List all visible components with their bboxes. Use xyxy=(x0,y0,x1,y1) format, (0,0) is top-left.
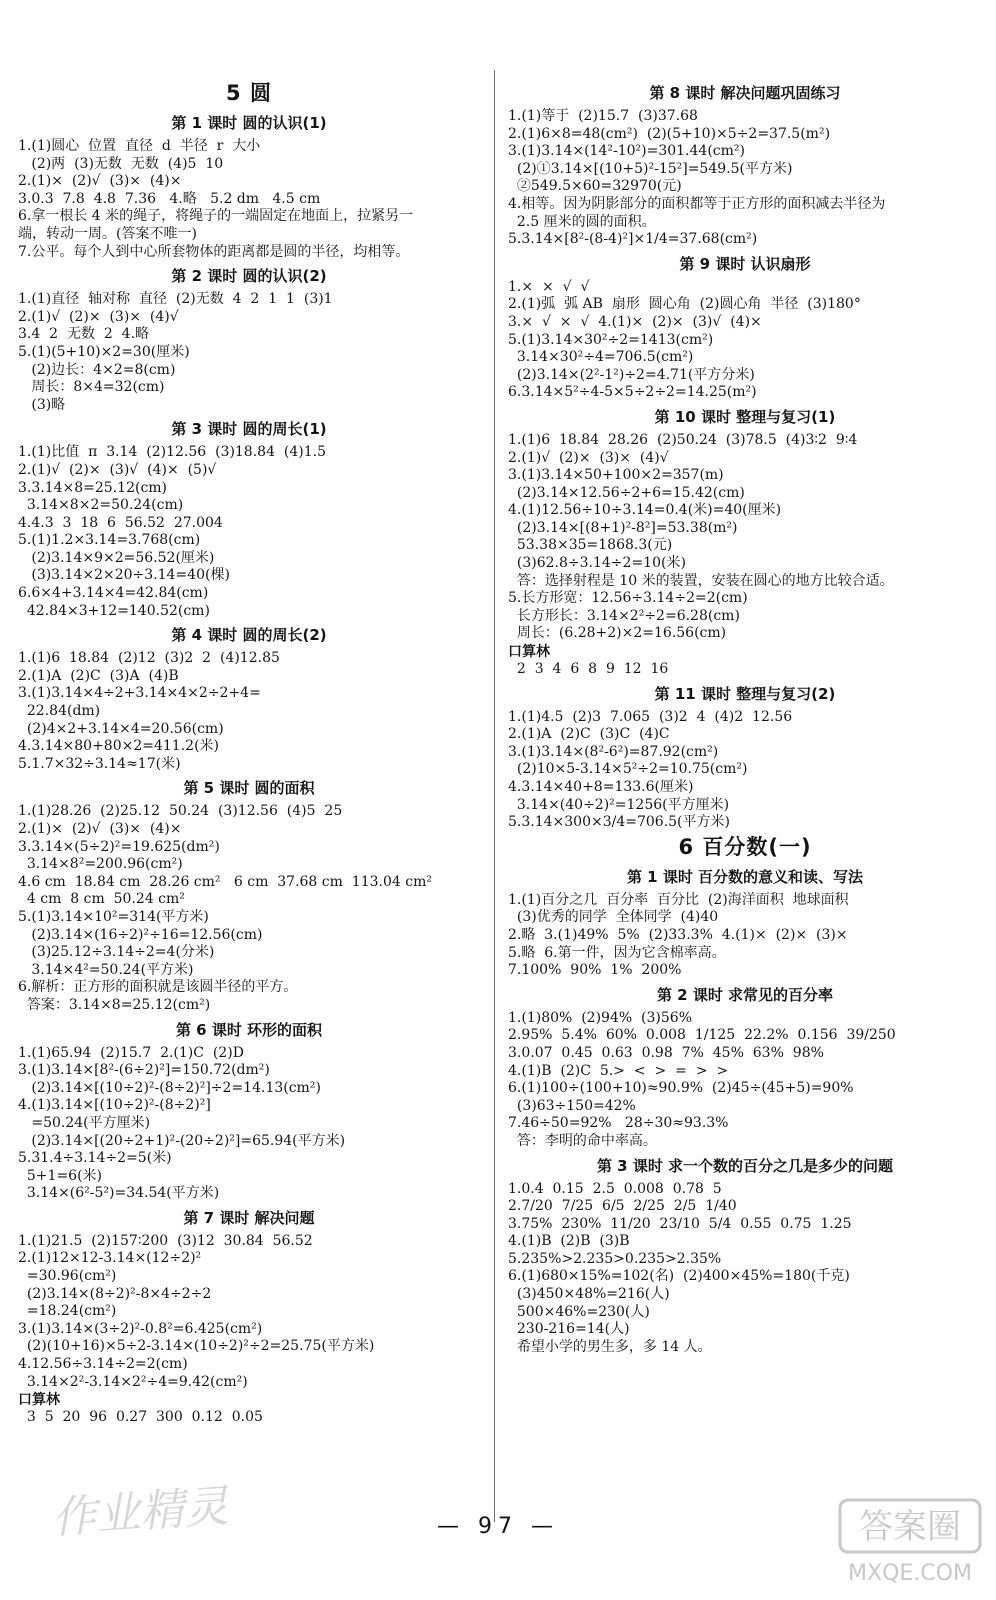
answer-line: =18.24(cm²) xyxy=(18,1303,117,1320)
answer-line: 3.(1)3.14×[8²-(6÷2)²]=150.72(dm²) xyxy=(18,1062,270,1079)
answer-line: 7.公平。每个人到中心所套物体的距离都是圆的半径，均相等。 xyxy=(18,243,410,260)
answer-line: 2.(1)√ (2)× (3)× (4)√ xyxy=(18,308,179,325)
answer-line: 6.(1)100÷(100+10)≈90.9% (2)45÷(45+5)=90% xyxy=(508,1080,854,1097)
page-number: — 97 — xyxy=(437,1514,559,1539)
answer-line: 6.(1)680×15%=102(名) (2)400×45%=180(千克) xyxy=(508,1268,850,1285)
answer-line: 1.(1)比值 π 3.14 (2)12.56 (3)18.84 (4)1.5 xyxy=(18,444,326,461)
answer-line: 3.3.14×8=25.12(cm) xyxy=(18,479,168,496)
answer-line: 1.(1)圆心 位置 直径 d 半径 r 大小 xyxy=(18,138,261,154)
answer-line: (3)450×48%=216(人) xyxy=(508,1286,670,1303)
answer-line: 4.12.56÷3.14÷2=2(cm) xyxy=(18,1356,188,1373)
answer-line: 5.(1)1.2×3.14=3.768(cm) xyxy=(18,532,201,549)
lesson-heading: 第 4 课时 圆的周长(2) xyxy=(171,626,327,645)
chapter-heading: 6 百分数(一) xyxy=(678,834,812,859)
left-answer-column xyxy=(18,78,480,1427)
chapter-heading: 5 圆 xyxy=(226,81,272,105)
answer-line: (3)63÷150=42% xyxy=(508,1097,636,1114)
answer-line: (2)3.14×(2²-1²)÷2=4.71(平方分米) xyxy=(508,366,755,383)
answer-line: 2.(1)× (2)√ (3)× (4)× xyxy=(18,821,182,837)
answer-line: 1.(1)28.26 (2)25.12 50.24 (3)12.56 (4)5 25 xyxy=(18,803,343,820)
answer-line: 5.(1)3.14×30²÷2=1413(cm²) xyxy=(508,331,714,348)
answer-line: (2)3.14×[(20÷2+1)²-(20÷2)²]=65.94(平方米) xyxy=(18,1132,346,1149)
answer-line: 4.3.14×40+8=133.6(厘米) xyxy=(508,779,694,795)
answer-line: 7.46÷50=92% 28÷30≈93.3% xyxy=(508,1115,729,1132)
subsection-label: 口算林 xyxy=(508,644,550,661)
answer-line: 4.(1)3.14×[(10÷2)²-(8÷2)²] xyxy=(18,1097,211,1114)
answer-line: 3.(1)3.14×4÷2+3.14×4×2÷2+4= xyxy=(18,685,261,702)
right-answer-column xyxy=(508,78,982,1356)
answer-line: 2.(1)弧 弧 AB 扇形 圆心角 (2)圆心角 半径 (3)180° xyxy=(508,296,861,313)
answer-line: 5.略 6.第一件，因为它含棉率高。 xyxy=(508,944,726,961)
answer-line: 1.(1)4.5 (2)3 7.065 (3)2 4 (4)2 12.56 xyxy=(508,708,793,725)
answer-line: 4.4.3 3 18 6 56.52 27.004 xyxy=(18,514,223,531)
answer-line: (2)3.14×12.56÷2+6=15.42(cm) xyxy=(508,484,745,501)
answer-line: ②549.5×60=32970(元) xyxy=(508,178,682,195)
answer-line: 2.略 3.(1)49% 5% (2)33.3% 4.(1)× (2)× (3)× xyxy=(508,926,848,943)
answer-line: 3.(1)3.14×(14²-10²)=301.44(cm²) xyxy=(508,143,745,160)
lesson-heading: 第 5 课时 圆的面积 xyxy=(183,779,315,798)
answer-line: 3.75% 230% 11/20 23/10 5/4 0.55 0.75 1.25 xyxy=(508,1215,852,1232)
answer-line: 42.84×3+12=140.52(cm) xyxy=(18,602,210,619)
answer-line: 答：李明的命中率高。 xyxy=(508,1132,657,1149)
answer-line: 5.长方形宽：12.56÷3.14÷2=2(cm) xyxy=(508,590,748,607)
answer-line: 5.(1)3.14×10²=314(平方米) xyxy=(18,908,209,925)
answer-line: 6.3.14×5²÷4-5×5÷2÷2=14.25(m²) xyxy=(508,384,757,401)
answer-line: 53.38×35=1868.3(元) xyxy=(508,537,673,554)
answer-line: 1.(1)6 18.84 (2)12 (3)2 2 (4)12.85 xyxy=(18,650,280,667)
answer-line: 3.0.3 7.8 4.8 7.36 4.略 5.2 dm 4.5 cm xyxy=(18,190,321,207)
answer-line: 3.4 2 无数 2 4.略 xyxy=(18,326,150,343)
answer-line: (2)两 (3)无数 无数 (4)5 10 xyxy=(18,155,224,172)
answer-line: (2)①3.14×[(10+5)²-15²]=549.5(平方米) xyxy=(508,160,793,177)
answer-line: 5.3.14×300×3/4=706.5(平方米) xyxy=(508,814,730,831)
answer-line: 2.(1)6×8=48(cm²) (2)(5+10)×5÷2=37.5(m²) xyxy=(508,125,831,142)
watermark-logo-text: 答案圈 xyxy=(859,1507,961,1547)
lesson-heading: 第 6 课时 环形的面积 xyxy=(175,1020,323,1039)
answer-line: 5.(1)(5+10)×2=30(厘米) xyxy=(18,343,190,360)
answer-line: 2.5 厘米的圆的面积。 xyxy=(508,213,656,230)
answer-line: (2)3.14×(16÷2)²÷16=12.56(cm) xyxy=(18,926,263,943)
answer-line: 1.(1)80% (2)94% (3)56% xyxy=(508,1009,693,1026)
answer-line: 230-216=14(人) xyxy=(508,1321,630,1338)
answer-line: 3.14×(6²-5²)=34.54(平方米) xyxy=(18,1185,220,1202)
answer-line: (2)4×2+3.14×4=20.56(cm) xyxy=(18,720,224,737)
answer-line: 3.0.07 0.45 0.63 0.98 7% 45% 63% 98% xyxy=(508,1044,824,1061)
answer-line: =50.24(平方厘米) xyxy=(18,1114,151,1131)
answer-line: (2)(10+16)×5÷2-3.14×(10÷2)²÷2=25.75(平方米) xyxy=(18,1338,375,1355)
answer-line: 1.(1)6 18.84 28.26 (2)50.24 (3)78.5 (4)3∶2 9∶4 xyxy=(508,431,858,448)
lesson-heading: 第 3 课时 圆的周长(1) xyxy=(171,420,327,439)
answer-line: (3)优秀的同学 全体同学 (4)40 xyxy=(508,909,719,926)
answer-line: =30.96(cm²) xyxy=(18,1268,117,1285)
answer-line: 2 3 4 6 8 9 12 16 xyxy=(508,661,669,678)
answer-line: 1.(1)等于 (2)15.7 (3)37.68 xyxy=(508,108,698,124)
answer-line: 4.6 cm 18.84 cm 28.26 cm² 6 cm 37.68 cm 113.04 cm² xyxy=(18,873,432,890)
column-divider xyxy=(494,70,495,1522)
answer-line: 22.84(dm) xyxy=(18,703,101,720)
answer-line: 3.14×8×2=50.24(cm) xyxy=(18,497,184,514)
answer-line: (2)3.14×(8÷2)²-8×4÷2÷2 xyxy=(18,1285,212,1302)
answer-line: 1.(1)21.5 (2)157∶200 (3)12 30.84 56.52 xyxy=(18,1232,313,1249)
lesson-heading: 第 7 课时 解决问题 xyxy=(183,1208,315,1227)
answer-line: 2.(1)12×12-3.14×(12÷2)² xyxy=(18,1250,202,1267)
answer-line: 3.(1)3.14×50+100×2=357(m) xyxy=(508,467,724,484)
watermark-stamp: 作业精灵 xyxy=(50,1480,230,1545)
answer-line: (2)3.14×[(10÷2)²-(8÷2)²]÷2=14.13(cm²) xyxy=(18,1079,321,1096)
answer-line: 500×46%=230(人) xyxy=(508,1303,650,1320)
answer-line: 2.(1)√ (2)× (3)√ (4)× (5)√ xyxy=(18,461,217,478)
answer-line: 答：选择射程是 10 米的装置，安装在圆心的地方比较合适。 xyxy=(508,572,894,589)
answer-line: 5.1.7×32÷3.14≈17(米) xyxy=(18,755,181,772)
answer-line: 1.× × √ √ xyxy=(508,278,590,295)
answer-line: (2)3.14×[(8+1)²-8²]=53.38(m²) xyxy=(508,519,738,536)
answer-line: (2)边长：4×2=8(cm) xyxy=(18,361,176,378)
answer-line: 6.解析：正方形的面积就是该圆半径的平方。 xyxy=(18,979,298,996)
answer-line: 希望小学的男生多，多 14 人。 xyxy=(508,1338,712,1355)
answer-line: 4.(1)12.56÷10÷3.14=0.4(米)=40(厘米) xyxy=(508,502,782,519)
answer-line: 4.(1)B (2)C 5.> < > = > > xyxy=(508,1062,729,1079)
answer-line: 5.31.4÷3.14÷2=5(米) xyxy=(18,1150,172,1167)
answer-line: 3 5 20 96 0.27 300 0.12 0.05 xyxy=(18,1409,263,1426)
answer-line: 3.× √ × √ 4.(1)× (2)× (3)√ (4)× xyxy=(508,313,762,330)
answer-line: 3.14×8²=200.96(cm²) xyxy=(18,856,183,873)
lesson-heading: 第 3 课时 求一个数的百分之几是多少的问题 xyxy=(596,1156,894,1175)
answer-line: 端，转动一周。(答案不唯一) xyxy=(18,225,197,242)
answer-line: 3.(1)3.14×(8²-6²)=87.92(cm²) xyxy=(508,743,719,760)
lesson-heading: 第 9 课时 认识扇形 xyxy=(679,254,811,273)
answer-line: 1.(1)65.94 (2)15.7 2.(1)C (2)D xyxy=(18,1044,244,1061)
watermark-logo-url: MXQE.COM xyxy=(848,1561,972,1586)
lesson-heading: 第 2 课时 圆的认识(2) xyxy=(171,267,327,286)
answer-line: (3)3.14×2×20÷3.14=40(棵) xyxy=(18,567,230,584)
answer-line: 答案：3.14×8=25.12(cm²) xyxy=(18,996,211,1013)
answer-line: 长方形长：3.14×2²÷2=6.28(cm) xyxy=(508,607,740,624)
answer-line: 3.14×2²-3.14×2²÷4=9.42(cm²) xyxy=(18,1373,248,1390)
answer-line: (2)10×5-3.14×5²÷2=10.75(cm²) xyxy=(508,761,748,778)
answer-line: 2.(1)A (2)C (3)C (4)C xyxy=(508,726,670,743)
answer-line: 6.6×4+3.14×4=42.84(cm) xyxy=(18,585,209,602)
lesson-heading: 第 8 课时 解决问题巩固练习 xyxy=(649,84,841,102)
answer-line: 2.7/20 7/25 6/5 2/25 2/5 1/40 xyxy=(508,1198,737,1215)
watermark-logo xyxy=(830,1496,986,1588)
lesson-heading: 第 11 课时 整理与复习(2) xyxy=(654,684,836,703)
answer-line: 1.0.4 0.15 2.5 0.008 0.78 5 xyxy=(508,1180,722,1197)
answer-line: 1.(1)直径 轴对称 直径 (2)无数 4 2 1 1 (3)1 xyxy=(18,291,333,308)
answer-line: 4 cm 8 cm 50.24 cm² xyxy=(18,891,185,908)
answer-line: 6.拿一根长 4 米的绳子，将绳子的一端固定在地面上，拉紧另一 xyxy=(18,208,414,225)
answer-line: 5.3.14×[8²-(8-4)²]×1/4=37.68(cm²) xyxy=(508,231,758,248)
answer-line: 周长：(6.28+2)×2=16.56(cm) xyxy=(508,625,727,642)
answer-line: 4.(1)B (2)B (3)B xyxy=(508,1233,630,1250)
answer-line: 3.14×4²=50.24(平方米) xyxy=(18,961,194,978)
answer-line: 3.14×30²÷4=706.5(cm²) xyxy=(508,349,694,366)
answer-line: 1.(1)百分之几 百分率 百分比 (2)海洋面积 地球面积 xyxy=(508,891,849,908)
answer-line: 4.相等。因为阴影部分的面积都等于正方形的面积减去半径为 xyxy=(508,195,886,212)
subsection-label: 口算林 xyxy=(18,1392,60,1409)
answer-line: (3)25.12÷3.14÷2=4(分米) xyxy=(18,944,215,961)
lesson-heading: 第 1 课时 百分数的意义和读、写法 xyxy=(626,867,864,886)
answer-line: 3.(1)3.14×(3÷2)²-0.8²=6.425(cm²) xyxy=(18,1320,263,1337)
answer-line: (3)62.8÷3.14÷2=10(米) xyxy=(508,555,686,572)
answer-line: 4.3.14×80+80×2=411.2(米) xyxy=(18,738,219,755)
answer-line: 5.235%>2.235>0.235>2.35% xyxy=(508,1250,722,1267)
answer-line: 5+1=6(米) xyxy=(18,1167,103,1184)
answer-line: 2.95% 5.4% 60% 0.008 1/125 22.2% 0.156 39/250 xyxy=(508,1027,896,1044)
answer-line: 周长：8×4=32(cm) xyxy=(18,379,165,396)
lesson-heading: 第 2 课时 求常见的百分率 xyxy=(656,985,834,1004)
answer-line: 3.3.14×(5÷2)²=19.625(dm²) xyxy=(18,838,220,855)
answer-line: (2)3.14×9×2=56.52(厘米) xyxy=(18,549,215,566)
answer-line: 3.14×(40÷2)²=1256(平方厘米) xyxy=(508,796,730,813)
answer-line: 7.100% 90% 1% 200% xyxy=(508,962,682,979)
answer-line: 2.(1)A (2)C (3)A (4)B xyxy=(18,667,179,684)
answer-line: (3)略 xyxy=(18,396,66,413)
lesson-heading: 第 1 课时 圆的认识(1) xyxy=(171,114,327,132)
answer-line: 2.(1)√ (2)× (3)× (4)√ xyxy=(508,449,669,466)
answer-line: 2.(1)× (2)√ (3)× (4)× xyxy=(18,173,182,190)
lesson-heading: 第 10 课时 整理与复习(1) xyxy=(654,407,836,426)
